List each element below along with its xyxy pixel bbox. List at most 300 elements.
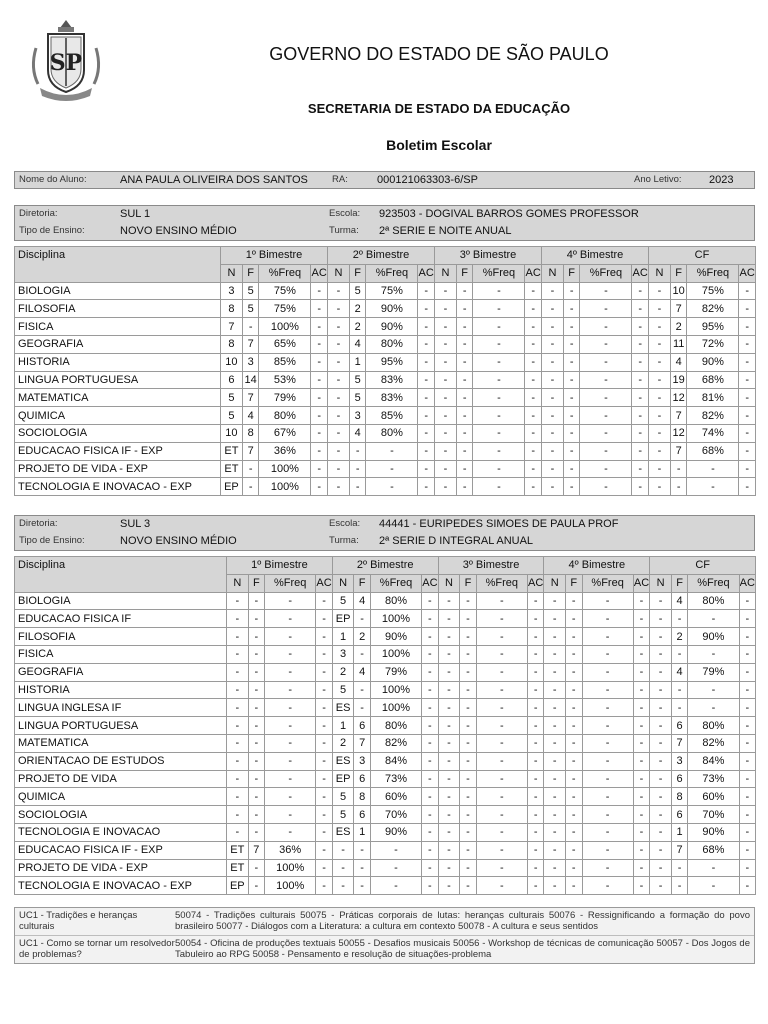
grade-cell: - [544,717,566,735]
discipline-name: MATEMATICA [15,734,227,752]
grade-cell: - [633,717,650,735]
grade-cell: - [422,592,439,610]
grade-cell: - [422,806,439,824]
period-header-b3: 3º Bimestre [438,557,544,575]
tipo-ensino-label: Tipo de Ensino: [19,535,85,546]
grade-cell: - [332,859,354,877]
grade-cell: - [739,681,756,699]
grade-cell: - [438,645,460,663]
col-header-ac: AC [311,264,328,282]
grade-cell: 53% [259,371,311,389]
discipline-name: MATEMATICA [15,389,221,407]
grade-cell: 11 [670,335,687,353]
grade-cell: - [688,681,739,699]
grade-cell: - [242,318,259,336]
grade-cell: 79% [688,663,739,681]
grade-cell: - [456,442,473,460]
grade-cell: 100% [265,877,316,895]
grade-cell: - [633,610,650,628]
grade-cell: - [354,610,370,628]
grade-cell: - [527,645,544,663]
grade-cell: - [460,752,476,770]
grade-cell: - [633,806,650,824]
grade-cell: 2 [349,318,366,336]
discipline-name: QUIMICA [15,788,227,806]
grade-cell: - [476,628,527,646]
grade-cell: - [632,460,649,478]
grade-cell: 14 [242,371,259,389]
grade-cell: - [366,460,418,478]
grade-cell: - [650,859,672,877]
grade-cell: - [687,478,739,496]
grade-cell: - [739,628,756,646]
table-row [15,407,756,425]
grade-cell: - [435,335,457,353]
grade-cell: 3 [671,752,687,770]
grade-cell: - [633,841,650,859]
grade-cell: - [316,699,333,717]
escola-label: Escola: [329,518,361,529]
grade-cell: - [582,628,633,646]
grade-cell: 7 [670,442,687,460]
col-header-freq: %Freq [370,574,421,592]
grade-cell: 6 [354,717,370,735]
grade-cell: - [422,717,439,735]
grade-cell: 1 [354,823,370,841]
grade-cell: - [418,318,435,336]
discipline-name: TECNOLOGIA E INOVACAO [15,823,227,841]
seal-text: SP [49,50,83,76]
grade-cell: - [633,681,650,699]
diretoria-value: SUL 3 [120,518,151,530]
grade-cell: 73% [688,770,739,788]
grade-cell: 4 [354,592,370,610]
grade-cell: - [542,407,564,425]
grade-cell: - [473,335,525,353]
grade-cell: - [460,859,476,877]
grade-cell: 6 [354,806,370,824]
grade-cell: - [739,318,756,336]
grade-cell: 3 [349,407,366,425]
table-row [15,442,756,460]
grade-cell: - [476,806,527,824]
grade-cell: - [316,645,333,663]
grade-cell: - [739,788,756,806]
grade-cell: 2 [354,628,370,646]
grade-cell: - [527,859,544,877]
period-header-b3: 3º Bimestre [435,247,542,265]
grade-cell: - [632,300,649,318]
grade-cell: - [316,681,333,699]
year-value: 2023 [709,174,734,186]
col-header-n: N [227,574,249,592]
grade-cell: - [242,478,259,496]
grade-cell: - [227,645,249,663]
grade-cell: - [476,788,527,806]
period-header-cf: CF [649,247,756,265]
grade-cell: - [456,389,473,407]
grade-cell: - [435,442,457,460]
grade-cell: 100% [370,681,421,699]
grade-cell: 7 [670,300,687,318]
grade-cell: - [311,460,328,478]
grade-cell: - [316,663,333,681]
year-label: Ano Letivo: [634,174,682,185]
grade-cell: - [422,788,439,806]
grade-cell: - [544,592,566,610]
uc-description: 50054 - Oficina de produções textuais 50055 - Desafios musicais 50056 - Workshop de técnicas de comunicação 50057 - Dos Jogos de Tabuleiro ao RPG 50058 - Pensamento e resolução de situações-problema [175,938,750,960]
grade-cell: 90% [688,823,739,841]
grade-cell: - [473,282,525,300]
col-header-n: N [649,264,671,282]
grade-cell: - [438,823,460,841]
grade-cell: - [544,752,566,770]
grade-cell: ET [221,460,243,478]
grade-cell: 80% [688,592,739,610]
table-row [15,734,756,752]
grade-cell: - [566,806,582,824]
grade-cell: - [456,407,473,425]
grade-cell: - [316,752,333,770]
grade-cell: - [542,442,564,460]
grade-cell: - [632,407,649,425]
grade-cell: - [739,424,756,442]
grade-cell: - [582,717,633,735]
grade-cell: 2 [332,663,354,681]
table-row [15,859,756,877]
grade-cell: - [476,823,527,841]
col-header-n: N [332,574,354,592]
grade-cell: 36% [265,841,316,859]
grade-cell: - [650,717,672,735]
grade-cell: - [525,300,542,318]
grade-cell: 74% [687,424,739,442]
grade-cell: - [525,353,542,371]
grade-cell: 12 [670,389,687,407]
grade-cell: - [580,442,632,460]
grade-cell: 73% [370,770,421,788]
grade-cell: - [739,663,756,681]
grade-cell: 8 [671,788,687,806]
discipline-name: PROJETO DE VIDA - EXP [15,460,221,478]
grade-cell: 5 [332,592,354,610]
grade-cell: - [248,877,264,895]
grade-cell: - [227,734,249,752]
grade-cell: - [460,645,476,663]
grade-cell: - [438,877,460,895]
grade-cell: 90% [370,628,421,646]
grade-cell: - [349,460,366,478]
grade-cell: - [563,407,580,425]
grade-cell: - [739,806,756,824]
grade-cell: 3 [332,645,354,663]
grade-cell: 2 [332,734,354,752]
grade-cell: - [566,592,582,610]
grade-cell: - [435,460,457,478]
table-row [15,460,756,478]
grade-cell: - [311,335,328,353]
grade-cell: - [739,389,756,407]
grade-cell: - [328,407,350,425]
grade-cell: 100% [265,859,316,877]
col-header-freq: %Freq [473,264,525,282]
grade-cell: - [563,353,580,371]
grade-cell: - [582,645,633,663]
grade-cell: - [248,752,264,770]
col-header-n: N [650,574,672,592]
grade-cell: - [542,371,564,389]
grade-cell: - [527,788,544,806]
grade-cell: 7 [671,841,687,859]
grade-cell: - [316,770,333,788]
grade-cell: - [248,681,264,699]
grade-cell: - [438,681,460,699]
grade-cell: - [265,823,316,841]
grade-cell: 7 [242,442,259,460]
grade-cell: - [671,645,687,663]
grade-cell: - [418,300,435,318]
grade-cell: - [582,788,633,806]
grade-cell: - [328,424,350,442]
grade-cell: - [566,717,582,735]
grade-cell: - [370,859,421,877]
grade-cell: 5 [349,371,366,389]
grade-cell: 2 [671,628,687,646]
grade-cell: - [633,877,650,895]
grade-cell: - [438,610,460,628]
discipline-name: QUIMICA [15,407,221,425]
grade-cell: - [527,592,544,610]
grade-cell: - [418,407,435,425]
grade-cell: - [438,806,460,824]
grade-cell: - [580,300,632,318]
grade-cell: - [688,699,739,717]
tipo-ensino-value: NOVO ENSINO MÉDIO [120,535,237,547]
diretoria-label: Diretoria: [19,518,58,529]
grade-cell: - [582,859,633,877]
grade-cell: - [265,628,316,646]
grade-cell: - [473,424,525,442]
grade-cell: 4 [354,663,370,681]
student-info-bar [14,171,755,189]
grade-cell: 7 [671,734,687,752]
grade-cell: 8 [242,424,259,442]
table-row [15,424,756,442]
grade-cell: ES [332,699,354,717]
grades-table-2 [14,556,756,895]
grade-cell: 5 [221,389,243,407]
grade-cell: - [525,407,542,425]
grade-cell: - [525,478,542,496]
grade-cell: - [311,424,328,442]
grade-cell: - [476,770,527,788]
period-header-b4: 4º Bimestre [544,557,650,575]
grade-cell: 80% [366,424,418,442]
grade-cell: - [435,407,457,425]
grade-cell: - [422,877,439,895]
grade-cell: - [670,460,687,478]
grade-cell: - [739,460,756,478]
grade-cell: - [265,610,316,628]
grade-cell: - [418,389,435,407]
grade-cell: - [542,353,564,371]
grade-cell: - [563,442,580,460]
discipline-name: EDUCACAO FISICA IF - EXP [15,841,227,859]
grade-cell: - [248,734,264,752]
grade-cell: - [456,282,473,300]
col-header-ac: AC [739,264,756,282]
table-row [15,628,756,646]
grade-cell: - [650,699,672,717]
grade-cell: - [354,859,370,877]
grade-cell: - [650,592,672,610]
grade-cell: - [476,717,527,735]
period-header-b2: 2º Bimestre [332,557,438,575]
grade-cell: - [476,610,527,628]
grade-cell: - [525,335,542,353]
grade-cell: - [460,628,476,646]
grade-cell: - [473,353,525,371]
grade-cell: - [739,770,756,788]
grade-cell: - [316,717,333,735]
grade-cell: - [422,699,439,717]
col-header-ac: AC [632,264,649,282]
grade-cell: - [316,841,333,859]
grade-cell: - [650,877,672,895]
grade-cell: - [418,282,435,300]
grade-cell: - [633,699,650,717]
grade-cell: 4 [670,353,687,371]
disciplina-header: Disciplina [15,557,227,593]
grade-cell: - [460,610,476,628]
col-header-ac: AC [316,574,333,592]
grade-cell: - [435,371,457,389]
grade-cell: 1 [671,823,687,841]
grade-cell: - [650,841,672,859]
grade-cell: - [354,681,370,699]
grade-cell: 19 [670,371,687,389]
grade-cell: 6 [671,770,687,788]
grade-cell: 3 [242,353,259,371]
table-row [15,371,756,389]
grade-cell: - [349,442,366,460]
grade-cell: - [460,770,476,788]
grade-cell: 5 [221,407,243,425]
col-header-f: F [349,264,366,282]
grade-cell: - [227,788,249,806]
table-row [15,877,756,895]
grade-cell: - [311,442,328,460]
grade-cell: 6 [221,371,243,389]
grade-cell: - [580,478,632,496]
grade-cell: - [544,663,566,681]
grade-cell: - [563,424,580,442]
grade-cell: 75% [259,282,311,300]
col-header-ac: AC [633,574,650,592]
grade-cell: - [265,592,316,610]
grade-cell: - [422,841,439,859]
grade-cell: - [542,300,564,318]
grade-cell: - [418,478,435,496]
grade-cell: - [563,318,580,336]
grade-cell: - [542,478,564,496]
grade-cell: 81% [687,389,739,407]
grade-cell: - [248,663,264,681]
diretoria-label: Diretoria: [19,208,58,219]
grade-cell: - [328,460,350,478]
grade-cell: - [650,645,672,663]
grade-cell: - [739,335,756,353]
grade-cell: 72% [687,335,739,353]
grade-cell: - [422,645,439,663]
grade-cell: - [582,592,633,610]
grade-cell: - [544,823,566,841]
turma-label: Turma: [329,535,359,546]
grade-cell: - [418,353,435,371]
grade-cell: - [435,353,457,371]
grade-cell: - [650,752,672,770]
discipline-name: FILOSOFIA [15,300,221,318]
grade-cell: - [370,877,421,895]
grade-cell: - [456,460,473,478]
grade-cell: - [563,335,580,353]
grade-cell: - [649,478,671,496]
discipline-name: PROJETO DE VIDA [15,770,227,788]
grade-cell: - [248,610,264,628]
col-header-f: F [354,574,370,592]
grade-cell: - [739,877,756,895]
grade-cell: 75% [687,282,739,300]
grade-cell: - [476,681,527,699]
grade-cell: EP [332,610,354,628]
col-header-f: F [456,264,473,282]
tipo-ensino-label: Tipo de Ensino: [19,225,85,236]
grade-cell: - [566,841,582,859]
grade-cell: - [544,699,566,717]
grade-cell: - [354,877,370,895]
grade-cell: - [460,823,476,841]
grade-cell: 84% [688,752,739,770]
grade-cell: - [476,877,527,895]
grade-cell: 7 [242,335,259,353]
grade-cell: - [476,752,527,770]
grade-cell: - [632,318,649,336]
grade-cell: 68% [687,371,739,389]
discipline-name: LINGUA PORTUGUESA [15,371,221,389]
col-header-f: F [566,574,582,592]
discipline-name: ORIENTACAO DE ESTUDOS [15,752,227,770]
grade-cell: - [527,699,544,717]
col-header-freq: %Freq [687,264,739,282]
grade-cell: 4 [349,335,366,353]
grade-cell: - [473,389,525,407]
grade-cell: - [456,335,473,353]
discipline-name: GEOGRAFIA [15,663,227,681]
grade-cell: - [476,663,527,681]
grade-cell: - [542,335,564,353]
grade-cell: 7 [670,407,687,425]
col-header-f: F [670,264,687,282]
grade-cell: ES [332,823,354,841]
grade-cell: 83% [366,371,418,389]
grade-cell: - [473,371,525,389]
col-header-n: N [438,574,460,592]
grade-cell: - [422,823,439,841]
col-header-freq: %Freq [688,574,739,592]
grade-cell: - [566,752,582,770]
grade-cell: - [248,628,264,646]
col-header-f: F [248,574,264,592]
